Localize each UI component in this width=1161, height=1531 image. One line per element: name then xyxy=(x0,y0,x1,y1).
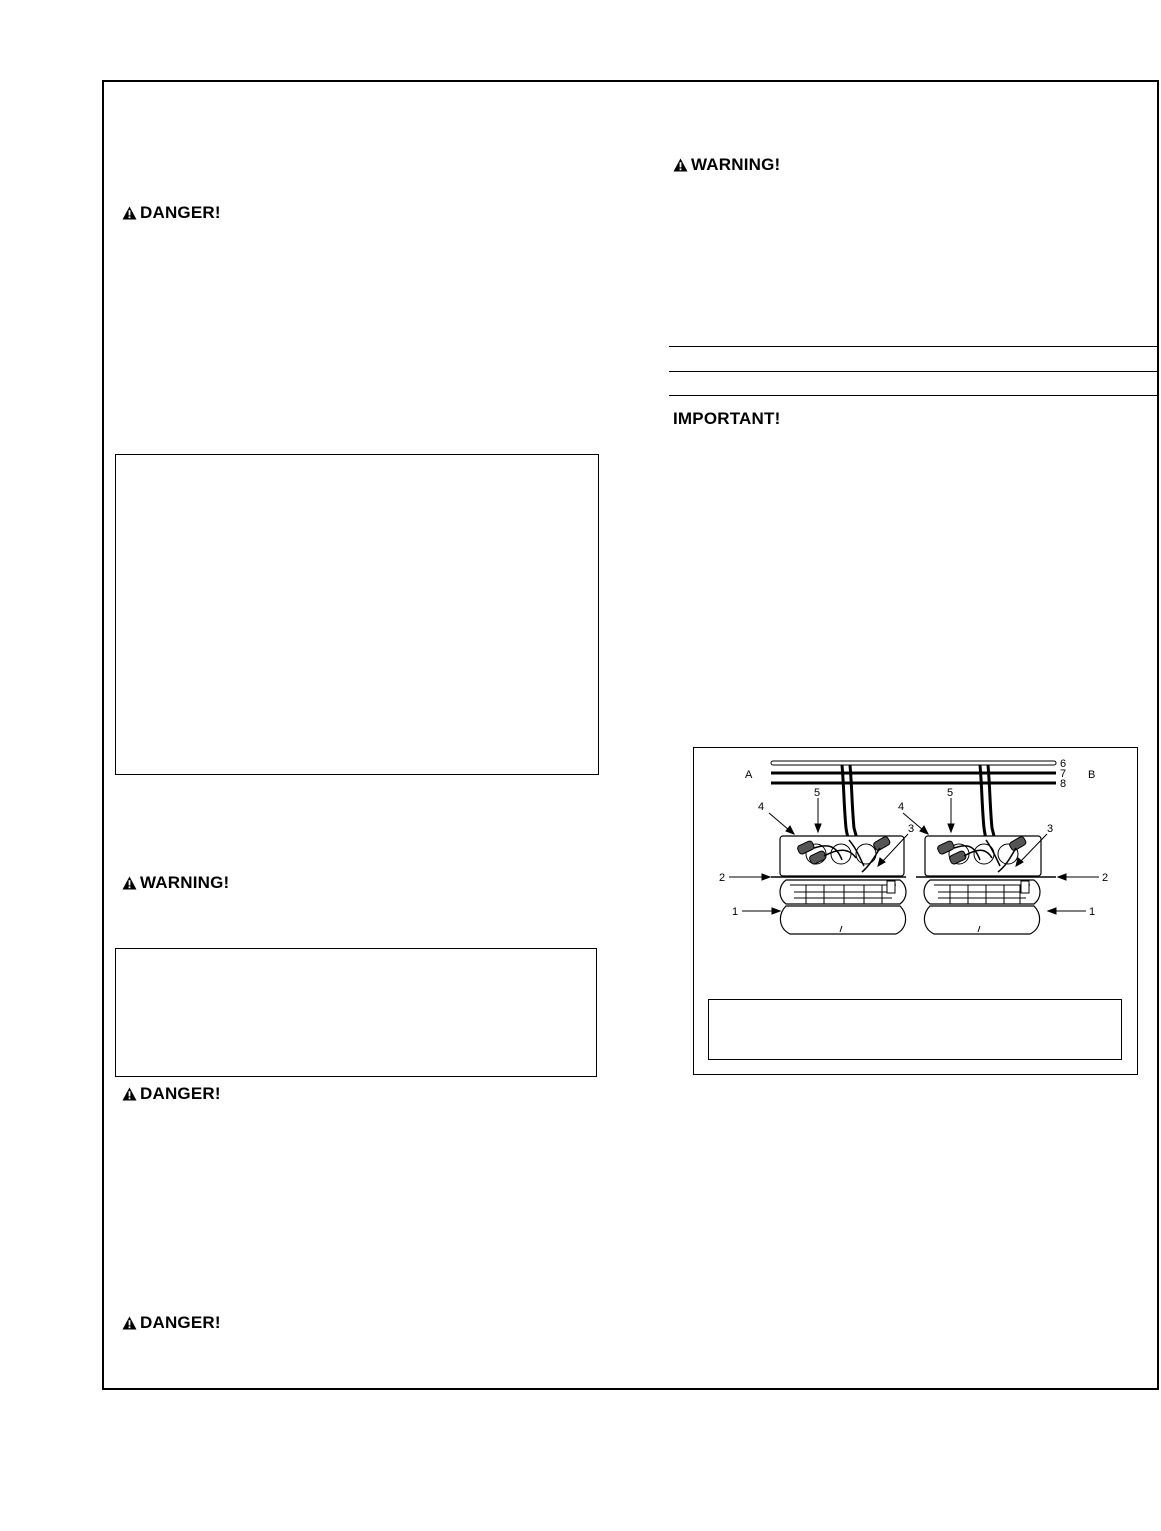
notice-box-2 xyxy=(115,948,597,1077)
divider-rule xyxy=(669,371,1157,372)
callout-2: 2 xyxy=(719,872,726,884)
callout-2: 2 xyxy=(1102,872,1109,884)
divider-rule xyxy=(669,395,1157,396)
warning-label: WARNING! xyxy=(140,873,230,892)
warning-triangle-icon xyxy=(122,206,137,220)
callout-1: 1 xyxy=(1089,906,1096,918)
danger-heading-3 xyxy=(122,1313,221,1333)
callout-3: 3 xyxy=(908,823,915,835)
callout-4: 4 xyxy=(898,801,905,813)
danger-label: DANGER! xyxy=(140,1084,221,1103)
warning-triangle-icon xyxy=(122,1316,137,1330)
warning-heading-right xyxy=(673,155,780,175)
callout-5: 5 xyxy=(947,787,954,799)
warning-triangle-icon xyxy=(122,1087,137,1101)
danger-heading-2 xyxy=(122,1084,221,1104)
notice-box-1 xyxy=(115,454,599,775)
figure-caption-box xyxy=(708,999,1122,1060)
side-label-a: A xyxy=(745,769,753,781)
side-label-b: B xyxy=(1088,769,1096,781)
important-label: IMPORTANT! xyxy=(673,409,781,428)
fixture-left xyxy=(771,765,906,934)
important-heading xyxy=(673,409,780,429)
warning-triangle-icon xyxy=(122,876,137,890)
danger-label: DANGER! xyxy=(140,1313,221,1332)
divider-rule xyxy=(669,346,1157,347)
callout-3: 3 xyxy=(1047,823,1054,835)
wiring-figure xyxy=(693,747,1138,1075)
cable-lines xyxy=(771,761,1056,783)
callout-1: 1 xyxy=(732,906,739,918)
callout-6: 6 xyxy=(1060,758,1067,770)
warning-triangle-icon xyxy=(673,158,688,172)
warning-label: WARNING! xyxy=(691,155,781,174)
warning-heading-left xyxy=(122,873,229,893)
callout-8: 8 xyxy=(1060,778,1067,790)
fixture-right xyxy=(916,765,1056,934)
danger-heading-1 xyxy=(122,203,221,223)
callout-4: 4 xyxy=(758,801,765,813)
callout-5: 5 xyxy=(814,787,821,799)
callout-7: 7 xyxy=(1060,768,1067,780)
danger-label: DANGER! xyxy=(140,203,221,222)
